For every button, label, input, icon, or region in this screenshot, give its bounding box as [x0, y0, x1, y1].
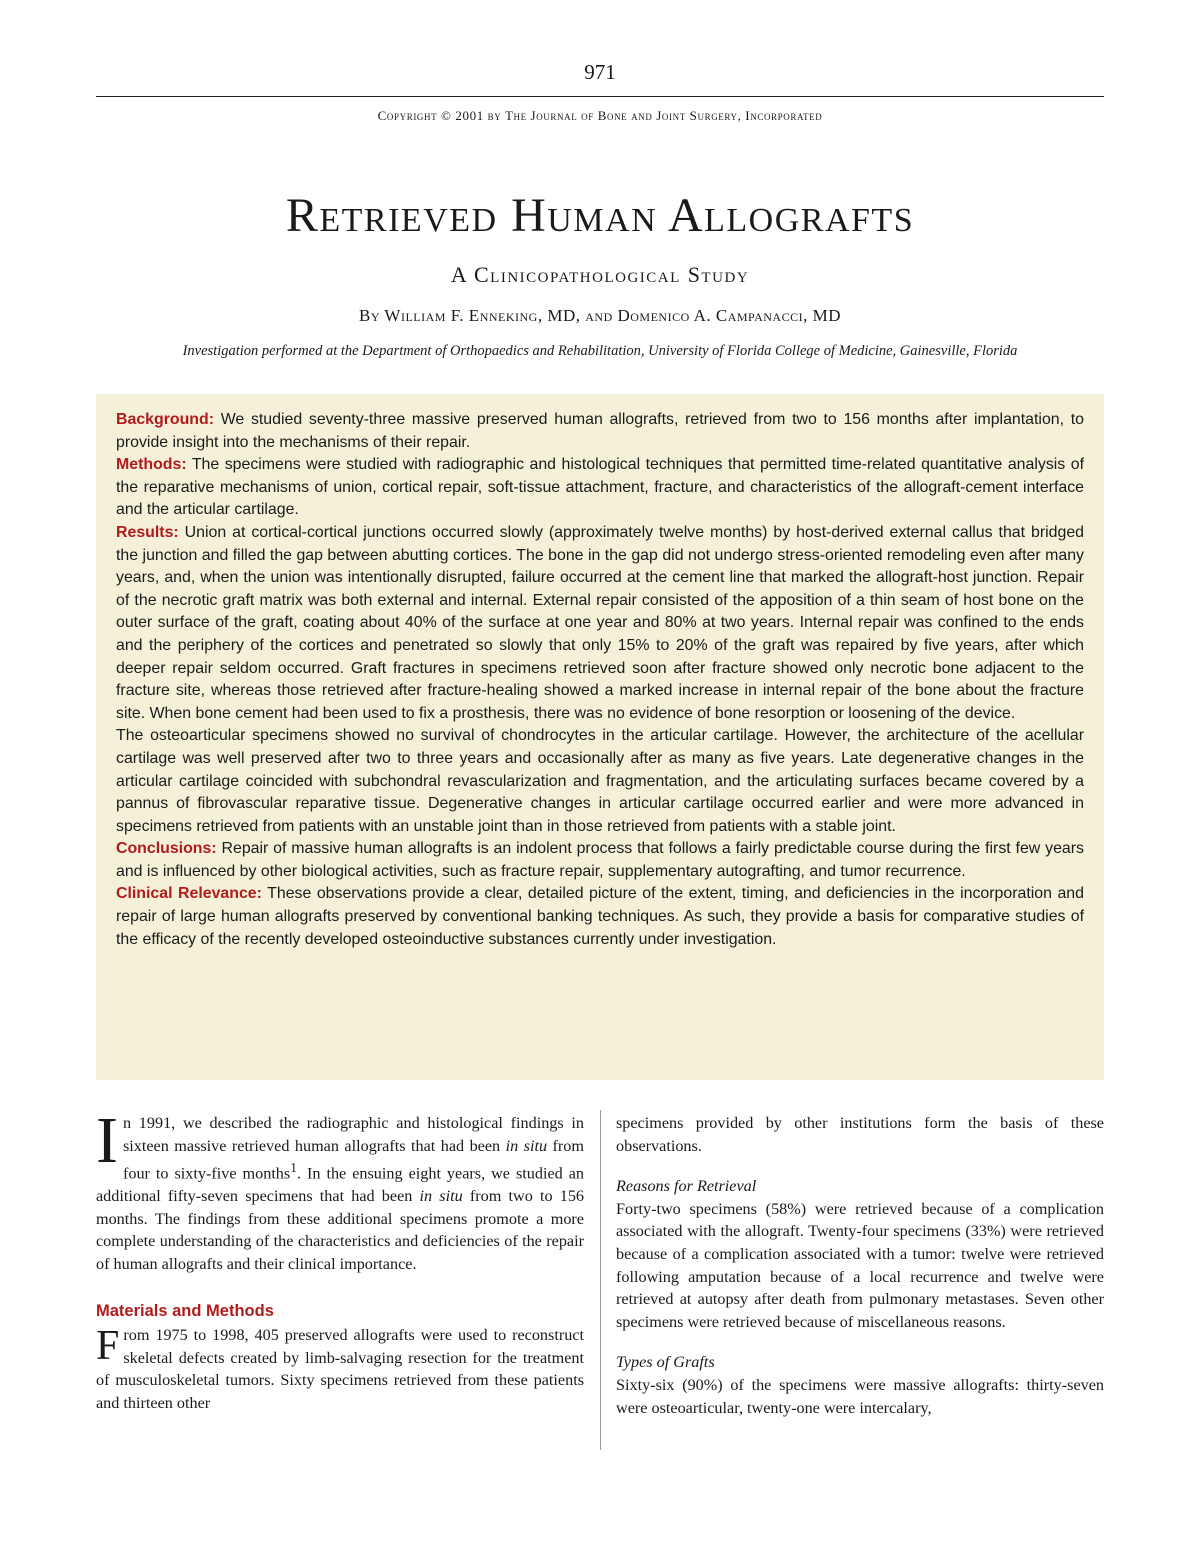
types-paragraph: Sixty-six (90%) of the specimens were massive allografts: thirty-seven were osteoarticular, twenty-one were intercalary, — [616, 1375, 1104, 1417]
results-label: Results: — [116, 523, 179, 541]
abstract-results — [116, 522, 1084, 725]
intro-italic-2: in situ — [419, 1187, 463, 1206]
methods-paragraph — [96, 1324, 584, 1414]
methods-body-text: rom 1975 to 1998, 405 preserved allografts were used to reconstruct skeletal defects created by limb-salvaging resection for the treatment of musculoskeletal tumors. Sixty specimens retrieved from these patients and thirteen other — [96, 1326, 584, 1412]
reference-marker: 1 — [290, 1160, 297, 1176]
subheading-types-of-grafts: Types of Grafts — [616, 1353, 715, 1372]
background-text: We studied seventy-three massive preserved human allografts, retrieved from two to 156 months after implantation, to provide insight into the mechanisms of their repair. — [116, 411, 1084, 451]
intro-text-1: n 1991, we described the radiographic and histological findings in sixteen massive retrieved human allografts that had been — [122, 1114, 584, 1155]
retrieval-paragraph: Forty-two specimens (58%) were retrieved because of a complication associated with the allograft. Twenty-four specimens (33%) were retrieved because of a complication associated with a tumor: twelve were retrieved following amputation because of a local recurrence and twelve were retrieved at autopsy after death from pulmonary metastases. Seven other specimens were retrieved because of miscellaneous reasons. — [616, 1199, 1104, 1331]
page-number: 971 — [584, 60, 616, 84]
body-column-left — [96, 1104, 585, 1415]
abstract-methods — [116, 454, 1084, 522]
conclusions-label: Conclusions: — [116, 840, 217, 858]
background-label: Background: — [116, 411, 214, 428]
methods-text: The specimens were studied with radiographic and histological techniques that permitted time-related quantitative analysis of the reparative mechanisms of union, cortical repair, soft-tissue attachment, fracture, and characteristics of the allograft-cement interface and the articular cartilage. — [116, 456, 1084, 519]
conclusions-text: Repair of massive human allografts is an indolent process that follows a fairly predictable course during the first few years and is influenced by other biological activities, such as fracture repair, supplementary autografting, and tumor recurrence. — [116, 840, 1084, 880]
intro-text-2: from four to sixty-five months — [122, 1136, 584, 1183]
methods-drop-cap: F — [96, 1323, 120, 1370]
intro-italic-1: in situ — [505, 1136, 548, 1155]
results-text: Union at cortical-cortical junctions occurred slowly (approximately twelve months) by host-derived external callus that bridged the junction and filled the gap between abutting cortices. The bone in the gap did not undergo stress-oriented remodeling even after many years, and, when the union was intentionally disrupted, failure occurred at the cement line that marked the allograft-host junction. Repair of the necrotic graft matrix was both external and internal. External repair consisted of the apposition of a thin seam of host bone on the outer surface of the graft, coating about 40% of the surface at one year and 80% at two years. Internal repair was confined to the ends and the periphery of the cortices and penetrated so slowly that only 15% to 20% of the graft was repaired by five years, after which deeper repair seldom occurred. Graft fractures in specimens retrieved soon after fracture showed only necrotic bone adjacent to the fracture site, whereas those retrieved after fracture-healing showed a marked increase in internal repair of the bone about the fracture site. When bone cement had been used to fix a prosthesis, there was no evidence of bone resorption or loosening of the device. — [116, 523, 1084, 722]
abstract-conclusions — [116, 838, 1084, 883]
methods-label: Methods: — [116, 456, 187, 474]
intro-drop-cap: I — [96, 1104, 118, 1177]
abstract-clinical-relevance — [116, 883, 1084, 951]
article-subtitle: A Clinicopathological Study — [450, 262, 750, 287]
clinical-relevance-text: These observations provide a clear, detailed picture of the extent, timing, and deficiencies in the incorporation and repair of large human allografts preserved by conventional banking techniques. As such, they provide a basis for comparative studies of the efficacy of the recently developed osteoinductive substances currently under investigation. — [116, 885, 1084, 948]
section-heading-materials-methods: Materials and Methods — [96, 1301, 274, 1320]
article-institution: Investigation performed at the Department of Orthopaedics and Rehabilitation, University of Florida College of Medicine, Gainesville, Florida — [182, 343, 1018, 359]
intro-text-4: from two to 156 months. The findings from these additional specimens promote a more complete understanding of the characteristics and deficiencies of the repair of human allografts and their clinical importance. — [96, 1187, 585, 1273]
intro-text-3: . In the ensuing eight years, we studied an additional fifty-seven specimens that had been — [96, 1164, 584, 1206]
subheading-reasons-for-retrieval: Reasons for Retrieval — [616, 1177, 757, 1196]
abstract-background — [116, 409, 1084, 454]
intro-paragraph — [96, 1104, 585, 1276]
article-title: Retrieved Human Allografts — [285, 189, 915, 242]
body-column-right — [616, 1112, 1104, 1419]
abstract-results-continued: The osteoarticular specimens showed no survival of chondrocytes in the articular cartilage. However, the architecture of the acellular cartilage was well preserved after two to three years and occasionally after as many as five years. Late degenerative changes in the articular cartilage coincided with subchondral revascularization and fragmentation, and the articulating surfaces became covered by a pannus of fibrovascular reparative tissue. Degenerative changes in articular cartilage occurred earlier and were more advanced in specimens retrieved from patients with an unstable joint than in those retrieved from patients with a stable joint. — [116, 727, 1084, 835]
abstract-box — [96, 394, 1104, 1080]
header-rule — [96, 96, 1104, 97]
continued-paragraph: specimens provided by other institutions form the basis of these observations. — [616, 1114, 1104, 1155]
column-divider — [600, 1110, 601, 1450]
copyright-line: Copyright © 2001 by The Journal of Bone and Joint Surgery, Incorporated — [377, 108, 823, 123]
article-authors: By William F. Enneking, MD, and Domenico A. Campanacci, MD — [358, 306, 841, 325]
clinical-relevance-label: Clinical Relevance: — [116, 885, 262, 903]
